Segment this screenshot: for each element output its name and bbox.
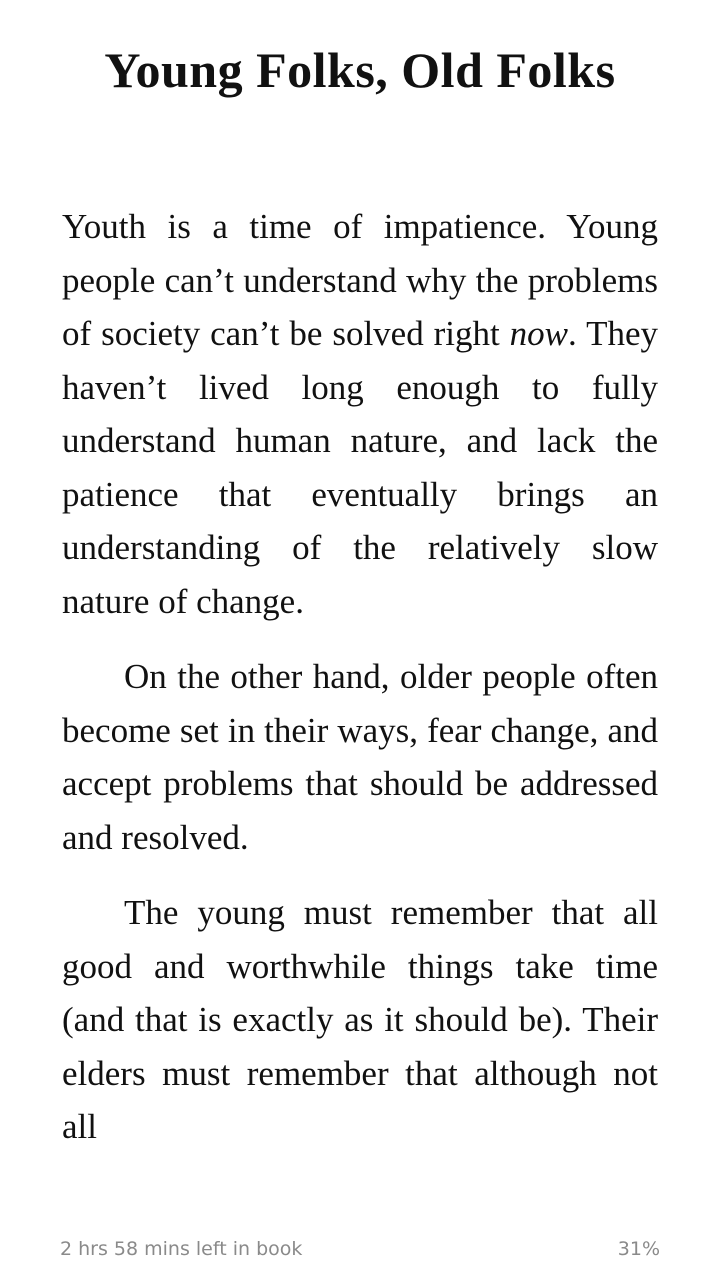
paragraph-1: [62, 200, 658, 628]
chapter-title: Young Folks, Old Folks: [104, 42, 616, 98]
paragraph-1-text-end: . They haven’t lived long enough to fully understand human nature, and lack the patience that eventually brings an understanding of the relatively slow nature of change.: [62, 314, 658, 621]
progress-percent: 31%: [617, 1238, 660, 1260]
paragraph-1-text-start: Youth is a time of impatience. Young people can’t understand why the problems of society can’t be solved right: [62, 207, 658, 353]
time-left-label: 2 hrs 58 mins left in book: [60, 1238, 303, 1260]
paragraph-3: The young must remember that all good and worthwhile things take time (and that is exactly as it should be). Their elders must remember that although not all: [62, 893, 658, 1146]
reading-footer: [60, 1238, 660, 1268]
paragraph-1-italic-word: now: [509, 314, 569, 353]
chapter-body: [62, 200, 658, 1176]
paragraph-2: On the other hand, older people often become set in their ways, fear change, and accept problems that should be addressed and resolved.: [62, 657, 658, 857]
